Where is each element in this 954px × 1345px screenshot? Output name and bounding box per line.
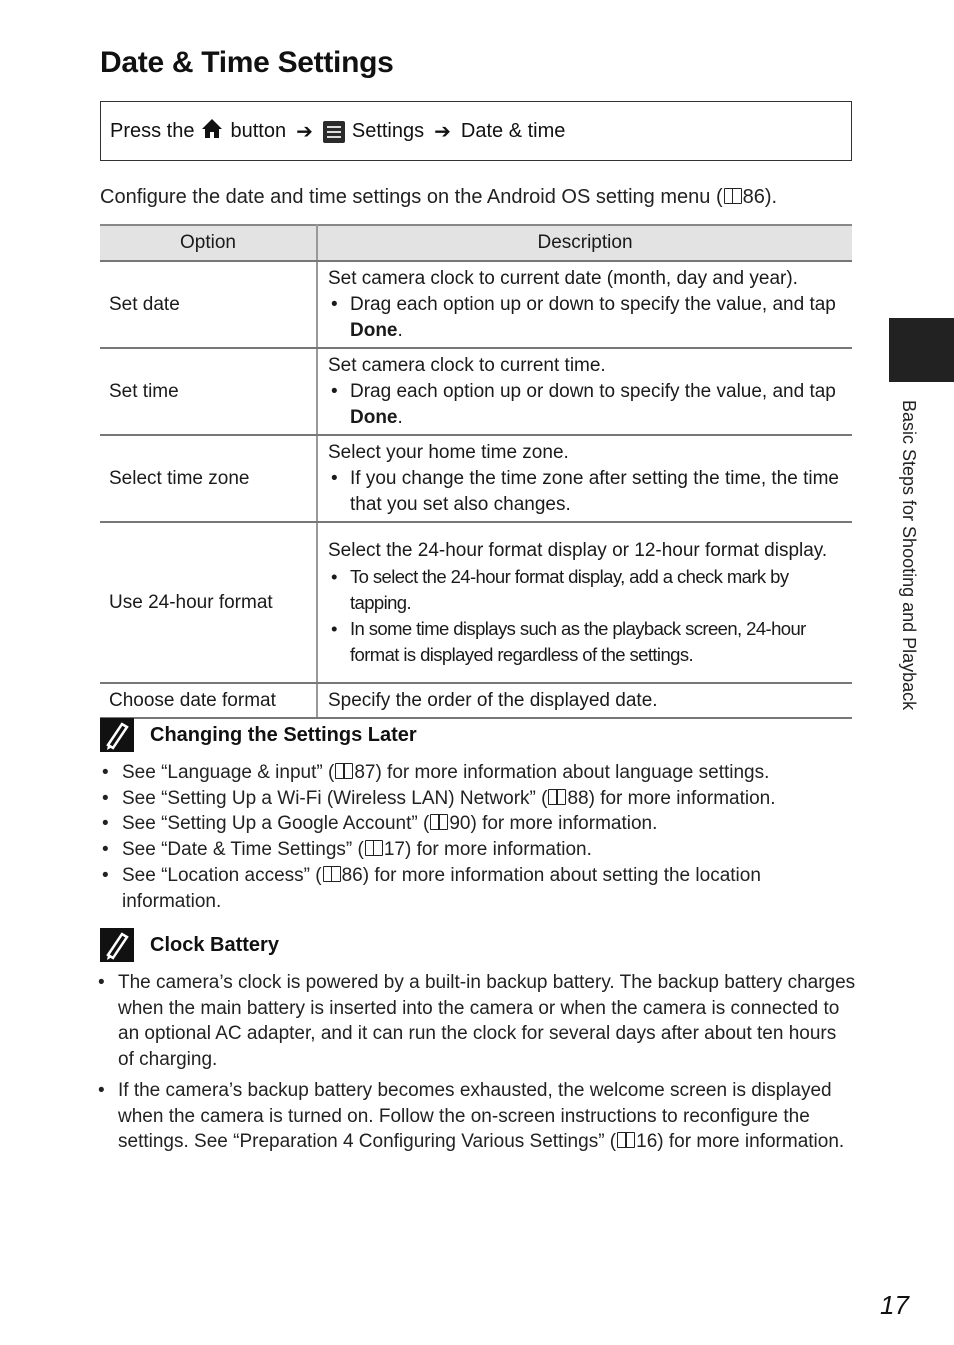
list-item: • See “Language & input” ( 87) for more information about language settings. [122,760,842,786]
description-cell: Select your home time zone. • If you change the time zone after setting the time, the time that you set also changes. [317,435,852,522]
column-header-option: Option [100,225,317,261]
arrow-icon: ➔ [434,120,451,143]
option-choose-date-format: Choose date format [100,683,317,718]
description-cell: Set camera clock to current date (month, day and year). • Drag each option up or down to specify the value, and tap Done. [317,261,852,348]
option-set-date: Set date [100,261,317,348]
intro-paragraph: Configure the date and time settings on the Android OS setting menu ( 86). [100,186,778,208]
table-row [100,435,852,522]
table-header-row [100,225,852,261]
navigation-path-box [100,101,852,161]
list-item: • See “Date & Time Settings” ( 17) for more information. [122,837,842,863]
button-text: button [230,119,287,142]
note-heading-clock-battery [100,928,279,962]
note-pencil-icon [100,928,134,962]
page-title: Date & Time Settings [100,46,394,79]
list-item: • In some time displays such as the playback screen, 24-hour format is displayed regardless of the settings. [328,616,842,668]
list-item: • The camera’s clock is powered by a built-in backup battery. The backup battery charges when the main battery is inserted into the camera or when the camera is connected to an optional AC adapter, and it can run the clock for several days after about ten hours of charging. [118,970,856,1073]
description-cell: Specify the order of the displayed date. [317,683,852,718]
column-header-description: Description [317,225,852,261]
table-row [100,522,852,683]
list-item: • Drag each option up or down to specify the value, and tap Done. [328,379,842,431]
table-row [100,348,852,435]
table-row [100,261,852,348]
note-heading-changing-settings [100,718,417,752]
chapter-side-label: Basic Steps for Shooting and Playback [899,400,919,711]
home-icon [201,118,223,146]
press-the-text: Press the [110,119,195,142]
table-row [100,683,852,718]
list-item: • See “Location access” ( 86) for more information about setting the location information. [122,863,842,914]
note-heading: Changing the Settings Later [150,723,417,746]
note-list-changing-settings [122,760,842,914]
page-reference-icon [335,763,353,779]
list-item: • If the camera’s backup battery becomes exhausted, the welcome screen is displayed when the camera is turned on. Follow the on-screen instructions to reconfigure the settings. See “Preparation 4 Configuring Various Settings” ( 16) for more information. [118,1078,856,1155]
option-set-time: Set time [100,348,317,435]
description-cell: Set camera clock to current time. • Drag each option up or down to specify the value, and tap Done. [317,348,852,435]
list-item: • See “Setting Up a Wi-Fi (Wireless LAN) Network” ( 88) for more information. [122,786,842,812]
list-item: • See “Setting Up a Google Account” ( 90) for more information. [122,811,842,837]
note-list-clock-battery [118,970,856,1155]
page-reference-icon [430,814,448,830]
page-reference-icon [323,866,341,882]
arrow-icon: ➔ [296,120,313,143]
description-cell: Select the 24-hour format display or 12-hour format display. • To select the 24-hour format display, add a check mark by tapping. • In some time displays such as the playback screen, 24-hour format is displayed regardless of the settings. [317,522,852,683]
page-reference-icon [724,188,742,204]
list-item: • Drag each option up or down to specify the value, and tap Done. [328,292,842,344]
note-heading: Clock Battery [150,933,279,956]
date-time-text: Date & time [460,119,566,142]
chapter-tab-marker [889,318,954,382]
options-table [100,224,852,719]
list-item: • To select the 24-hour format display, add a check mark by tapping. [328,564,842,616]
page-reference-icon [548,789,566,805]
page-reference-icon [617,1132,635,1148]
option-select-time-zone: Select time zone [100,435,317,522]
settings-icon [323,121,345,143]
settings-text: Settings [351,119,425,142]
page-number: 17 [880,1290,909,1320]
list-item: • If you change the time zone after setting the time, the time that you set also changes. [328,466,842,518]
option-use-24-hour-format: Use 24-hour format [100,522,317,683]
page-reference-icon [365,840,383,856]
note-pencil-icon [100,718,134,752]
